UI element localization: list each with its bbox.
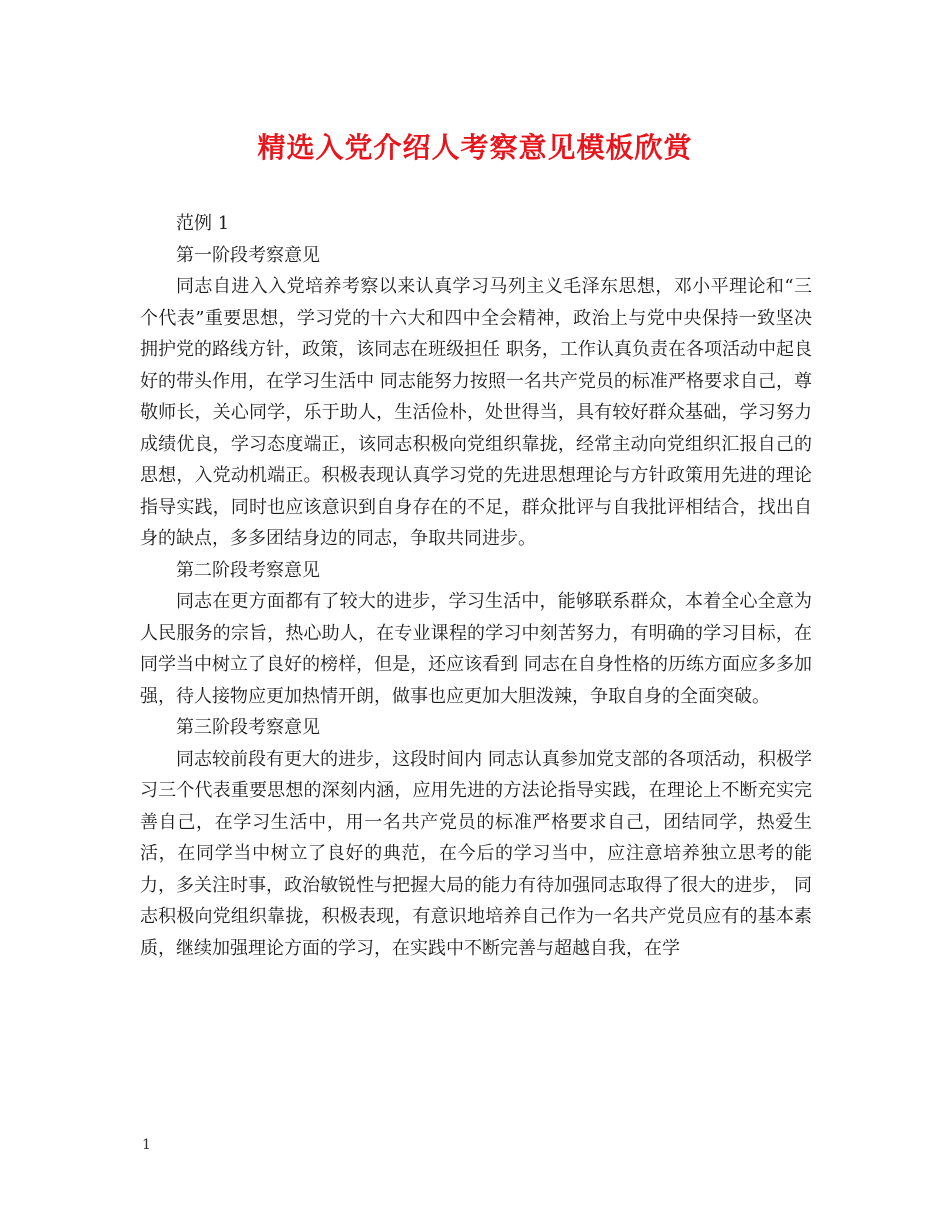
- document-title: 精选入党介绍人考察意见模板欣赏: [257, 131, 693, 164]
- section-2-heading: 第二阶段考察意见: [176, 559, 320, 581]
- example-label: 范例 1: [176, 213, 230, 234]
- section-1-heading: 第一阶段考察意见: [176, 244, 320, 266]
- section-1-paragraph: 同志自进入入党培养考察以来认真学习马列主义毛泽东思想，邓小平理论和“三个代表”重要思想，学习党的十六大和四中全会精神，政治上与党中央保持一致坚决拥护党的路线方针，政策，该同志在班级担任 职务，工作认真负责在各项活动中起良好的带头作用，在学习生活中 同志能努力按照一名共产党员的标准严格要求自己，尊敬师长，关心同学，乐于助人，生活俭朴，处世得当，具有较好群众基础，学习努力成绩优良，学习态度端正，该同志积极向党组织靠拢，经常主动向党组织汇报自己的思想，入党动机端正。积极表现认真学习党的先进思想理论与方针政策用先进的理论指导实践，同时也应该意识到自身存在的不足，群众批评与自我批评相结合，找出自身的缺点，多多团结身边的同志，争取共同进步。: [140, 276, 812, 549]
- page-number: 1: [142, 1137, 151, 1153]
- section-2-paragraph: 同志在更方面都有了较大的进步，学习生活中，能够联系群众，本着全心全意为人民服务的宗旨，热心助人，在专业课程的学习中刻苦努力，有明确的学习目标，在同学当中树立了良好的榜样，但是，还应该看到 同志在自身性格的历练方面应多多加强，待人接物应更加热情开朗，做事也应更加大胆泼辣，争取自身的全面突破。: [140, 591, 812, 707]
- section-3-heading: 第三阶段考察意见: [176, 717, 320, 738]
- section-3-paragraph: 同志较前段有更大的进步，这段时间内 同志认真参加党支部的各项活动，积极学习三个代表重要思想的深刻内涵，应用先进的方法论指导实践，在理论上不断充实完善自己，在学习生活中，用一名共产党员的标准严格要求自己，团结同学，热爱生活，在同学当中树立了良好的典范，在今后的学习当中，应注意培养独立思考的能力，多关注时事，政治敏锐性与把握大局的能力有待加强同志取得了很大的进步， 同志积极向党组织靠拢，积极表现，有意识地培养自己作为一名共产党员应有的基本素质，继续加强理论方面的学习，在实践中不断完善与超越自我，在学: [140, 748, 812, 959]
- document-body: [140, 208, 812, 964]
